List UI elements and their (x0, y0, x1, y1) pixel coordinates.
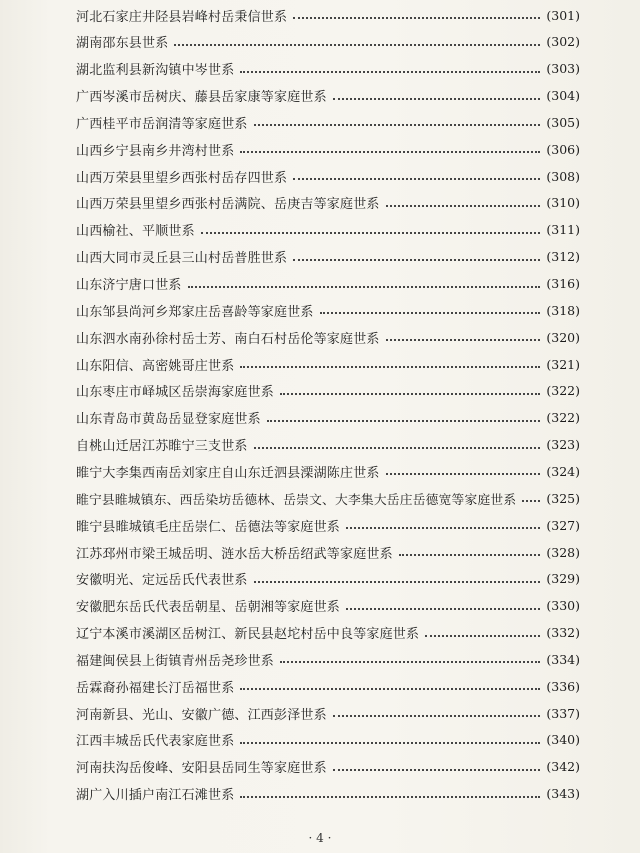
dot-leader (254, 124, 541, 126)
toc-entry (76, 593, 580, 619)
toc-entry (76, 136, 580, 162)
toc-entry-title: 安徽明光、定远岳氏代表世系 (76, 573, 248, 589)
toc-entry-page: (322) (546, 410, 580, 426)
dot-leader (293, 17, 540, 19)
toc-entry-page: (310) (546, 195, 580, 211)
toc-entry-title: 湖南邵东县世系 (76, 36, 169, 52)
dot-leader (333, 715, 541, 717)
toc-entry-page: (340) (546, 732, 580, 748)
toc-entry (76, 458, 580, 484)
dot-leader (240, 71, 540, 73)
toc-entry-title: 江苏邳州市梁王城岳明、涟水岳大桥岳绍武等家庭世系 (76, 546, 393, 562)
toc-entry-title: 河北石家庄井陉县岩峰村岳秉信世系 (76, 9, 288, 25)
toc-entry (76, 405, 580, 431)
dot-leader (240, 151, 540, 153)
dot-leader (240, 366, 540, 368)
toc-entry-page: (316) (546, 276, 580, 291)
toc-entry (76, 727, 580, 753)
toc-entry-page: (312) (546, 249, 580, 265)
toc-entry (76, 781, 580, 807)
dot-leader (333, 98, 541, 100)
toc-entry-title: 山东济宁唐口世系 (76, 278, 182, 293)
dot-leader (240, 688, 540, 690)
toc-entry-page: (343) (546, 786, 580, 802)
toc-entry (76, 271, 580, 297)
dot-leader (254, 447, 541, 449)
dot-leader (174, 44, 540, 46)
toc-entry-title: 山西乡宁县南乡井湾村世系 (76, 143, 235, 159)
toc-entry-page: (311) (546, 222, 580, 238)
dot-leader (293, 178, 540, 180)
toc-entry-title: 睢宁大李集西南岳刘家庄自山东迁泗县溧湖陈庄世系 (76, 465, 380, 481)
toc-entry-title: 岳霖裔孙福建长汀岳福世系 (76, 680, 235, 696)
dot-leader (280, 393, 540, 395)
toc-entry-page: (306) (546, 141, 580, 157)
toc-entry-title: 江西丰城岳氏代表家庭世系 (76, 734, 235, 750)
dot-leader (293, 259, 540, 261)
toc-entry (76, 83, 580, 109)
page-number-footer: · 4 · (308, 831, 332, 845)
dot-leader (240, 742, 540, 744)
toc-entry (76, 485, 580, 511)
toc-entry (76, 56, 580, 82)
dot-leader (522, 500, 540, 502)
toc-entry-title: 广西桂平市岳润清等家庭世系 (76, 116, 248, 132)
dot-leader (320, 312, 541, 314)
toc-entry (76, 351, 580, 377)
toc-entry-page: (324) (546, 463, 580, 479)
toc-entry (76, 324, 580, 350)
toc-entry-title: 湖北监利县新沟镇中岑世系 (76, 63, 235, 79)
toc-entry-title: 睢宁县睢城镇东、西岳染坊岳德林、岳崇文、大李集大岳庄岳德宽等家庭世系 (76, 492, 517, 508)
toc-entry-title: 自桃山迁居江苏睢宁三支世系 (76, 439, 248, 455)
toc-entry (76, 2, 580, 28)
toc-entry (76, 217, 580, 243)
toc-entry (76, 29, 580, 55)
toc-entry-title: 山东邹县尚河乡郑家庄岳喜龄等家庭世系 (76, 304, 314, 320)
toc-entry-page: (305) (546, 114, 580, 130)
toc-entry (76, 297, 580, 323)
toc-entry (76, 539, 580, 565)
toc-entry-page: (336) (546, 678, 580, 694)
toc-entry-title: 山东枣庄市峄城区岳崇海家庭世系 (76, 385, 275, 401)
toc-entry-page: (323) (546, 437, 580, 453)
dot-leader (399, 554, 541, 556)
toc-entry (76, 109, 580, 135)
toc-entry-title: 山东阳信、高密姚哥庄世系 (76, 358, 235, 374)
toc-entry-page: (342) (546, 759, 580, 775)
toc-entry-page: (322) (546, 383, 580, 399)
toc-entry-title: 山东青岛市黄岛岳显登家庭世系 (76, 412, 261, 428)
toc-entry-page: (328) (546, 544, 580, 560)
toc-entry-page: (329) (546, 571, 580, 587)
dot-leader (188, 286, 541, 288)
toc-entry-title: 辽宁本溪市溪湖区岳树江、新民县赵坨村岳中良等家庭世系 (76, 627, 420, 643)
toc-entry-page: (303) (546, 61, 580, 77)
toc-entry-title: 睢宁县睢城镇毛庄岳崇仁、岳德法等家庭世系 (76, 519, 341, 535)
toc-entry-title: 山西万荣县里望乡西张村岳满院、岳庚吉等家庭世系 (76, 197, 380, 213)
toc-entry-page: (302) (546, 34, 580, 50)
toc-entry (76, 673, 580, 699)
toc-entry-title: 山西大同市灵丘县三山村岳普胜世系 (76, 251, 288, 267)
dot-leader (425, 635, 540, 637)
toc-entry (76, 190, 580, 216)
dot-leader (267, 420, 541, 422)
toc-entry-title: 山西万荣县里望乡西张村岳存四世系 (76, 170, 288, 186)
toc-entry-page: (327) (546, 517, 580, 533)
toc-entry-page: (321) (546, 356, 580, 372)
dot-leader (386, 205, 541, 207)
dot-leader (240, 796, 540, 798)
toc-entry-page: (337) (546, 705, 580, 721)
dot-leader (280, 661, 540, 663)
dot-leader (386, 339, 541, 341)
toc-entry-title: 山西榆社、平顺世系 (76, 224, 195, 240)
toc-entry-page: (330) (546, 598, 580, 614)
dot-leader (386, 473, 541, 475)
toc-entry-title: 湖广入川插户南江石滩世系 (76, 788, 235, 804)
toc-entry (76, 566, 580, 592)
toc-entry-page: (325) (546, 490, 580, 506)
toc-entry-page: (301) (546, 7, 580, 23)
toc-entry-title: 安徽肥东岳氏代表岳朝星、岳朝湘等家庭世系 (76, 600, 341, 616)
dot-leader (201, 232, 541, 234)
toc-entry-page: (318) (546, 302, 580, 318)
toc-entry (76, 163, 580, 189)
toc-entry-page: (304) (546, 88, 580, 104)
toc-entry (76, 700, 580, 726)
toc-entry (76, 512, 580, 538)
dot-leader (254, 581, 541, 583)
toc-entry (76, 432, 580, 458)
toc-entry-title: 山东泗水南孙徐村岳士芳、南白石村岳伦等家庭世系 (76, 331, 380, 347)
toc-entry (76, 646, 580, 672)
toc-entry-page: (308) (546, 168, 580, 184)
toc-entry (76, 378, 580, 404)
toc-entry-page: (334) (546, 651, 580, 667)
toc-entry-title: 河南扶沟岳俊峰、安阳县岳同生等家庭世系 (76, 761, 327, 777)
toc-entry (76, 620, 580, 646)
toc-entry (76, 244, 580, 270)
dot-leader (346, 608, 540, 610)
toc-entry-page: (332) (546, 625, 580, 641)
toc-entry (76, 754, 580, 780)
dot-leader (333, 769, 541, 771)
toc-entry-title: 广西岑溪市岳树庆、藤县岳家康等家庭世系 (76, 90, 327, 106)
toc-entry-page: (320) (546, 329, 580, 345)
toc-entry-title: 河南新县、光山、安徽广德、江西彭泽世系 (76, 707, 327, 723)
dot-leader (346, 527, 540, 529)
toc-entry-title: 福建闽侯县上街镇青州岳尧珍世系 (76, 653, 275, 669)
